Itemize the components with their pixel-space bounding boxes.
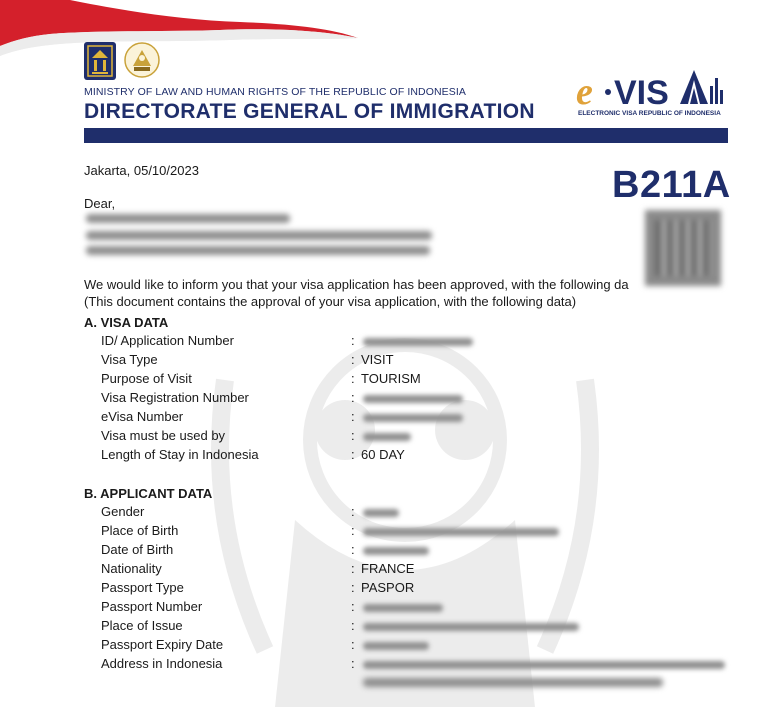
recipient-address-line2-redacted [86, 246, 430, 255]
row-label: Passport Type [101, 580, 184, 595]
qr-code-icon [645, 210, 721, 286]
visa-code: B211A [612, 164, 731, 206]
row-value-redacted [363, 604, 443, 612]
row-value-redacted [363, 661, 725, 669]
visa-row-length-of-stay [101, 447, 731, 466]
row-label: Nationality [101, 561, 162, 576]
row-value-redacted [363, 395, 463, 403]
row-label: ID/ Application Number [101, 333, 234, 348]
row-value-redacted [363, 433, 411, 441]
row-colon: : [351, 428, 355, 443]
row-value-redacted [363, 547, 429, 555]
ministry-name: MINISTRY OF LAW AND HUMAN RIGHTS OF THE REPUBLIC OF INDONESIA [84, 86, 467, 98]
row-label: Visa must be used by [101, 428, 226, 443]
row-value: 60 DAY [361, 447, 405, 462]
visa-row-registration-number [101, 390, 731, 409]
applicant-row-nationality [101, 561, 731, 580]
visa-data-heading: A. VISA DATA [84, 315, 169, 330]
row-label: eVisa Number [101, 409, 184, 424]
ministry-emblem-icon [84, 42, 116, 80]
applicant-row-passport-number [101, 599, 731, 618]
indonesia-flag-ribbon [0, 0, 360, 60]
visa-row-visa-type [101, 352, 731, 371]
applicant-row-passport-type [101, 580, 731, 599]
directorate-title: DIRECTORATE GENERAL OF IMMIGRATION [84, 100, 535, 123]
visa-row-application-number [101, 333, 731, 352]
row-colon: : [351, 656, 355, 671]
svg-text:e: e [576, 71, 593, 113]
row-value-redacted [363, 509, 399, 517]
row-label: Purpose of Visit [101, 371, 192, 386]
salutation: Dear, [84, 196, 116, 211]
applicant-row-place-of-birth [101, 523, 731, 542]
row-value-redacted [363, 623, 579, 631]
immigration-emblem-icon [121, 40, 163, 80]
row-colon: : [351, 580, 355, 595]
row-label: Length of Stay in Indonesia [101, 447, 259, 462]
row-label: Gender [101, 504, 145, 519]
row-value-redacted [363, 414, 463, 422]
row-colon: : [351, 371, 355, 386]
visa-row-use-by [101, 428, 731, 447]
visa-row-purpose [101, 371, 731, 390]
row-value: PASPOR [361, 580, 415, 595]
row-colon: : [351, 352, 355, 367]
row-colon: : [351, 523, 355, 538]
row-colon: : [351, 599, 355, 614]
row-colon: : [351, 409, 355, 424]
row-label: Passport Expiry Date [101, 637, 224, 652]
row-colon: : [351, 333, 355, 348]
row-value-redacted [363, 528, 559, 536]
letter-date: Jakarta, 05/10/2023 [84, 163, 199, 178]
applicant-data-heading: B. APPLICANT DATA [84, 486, 213, 501]
applicant-row-address [101, 656, 731, 675]
row-colon: : [351, 447, 355, 462]
row-value-redacted [363, 338, 473, 346]
row-label: Place of Issue [101, 618, 183, 633]
address-line2-redacted [363, 678, 663, 687]
row-value: FRANCE [361, 561, 415, 576]
applicant-row-passport-expiry [101, 637, 731, 656]
row-value: VISIT [361, 352, 394, 367]
svg-text:VIS: VIS [614, 74, 669, 112]
applicant-row-date-of-birth [101, 542, 731, 561]
row-value: TOURISM [361, 371, 421, 386]
row-colon: : [351, 637, 355, 652]
row-colon: : [351, 618, 355, 633]
applicant-row-gender [101, 504, 731, 523]
applicant-row-place-of-issue [101, 618, 731, 637]
intro-line-2: (This document contains the approval of your visa application, with the following data) [84, 294, 577, 309]
row-colon: : [351, 542, 355, 557]
row-label: Date of Birth [101, 542, 174, 557]
evisa-subtitle: ELECTRONIC VISA REPUBLIC OF INDONESIA [578, 110, 721, 117]
recipient-name-redacted [86, 214, 290, 223]
row-colon: : [351, 561, 355, 576]
row-colon: : [351, 390, 355, 405]
header-divider-bar [84, 128, 728, 143]
row-label: Passport Number [101, 599, 203, 614]
row-colon: : [351, 504, 355, 519]
recipient-address-line1-redacted [86, 231, 432, 240]
visa-row-evisa-number [101, 409, 731, 428]
row-label: Visa Registration Number [101, 390, 249, 405]
row-label: Address in Indonesia [101, 656, 223, 671]
row-label: Visa Type [101, 352, 158, 367]
row-value-redacted [363, 642, 429, 650]
intro-line-1: We would like to inform you that your visa application has been approved, with the following da [84, 277, 629, 292]
row-label: Place of Birth [101, 523, 179, 538]
